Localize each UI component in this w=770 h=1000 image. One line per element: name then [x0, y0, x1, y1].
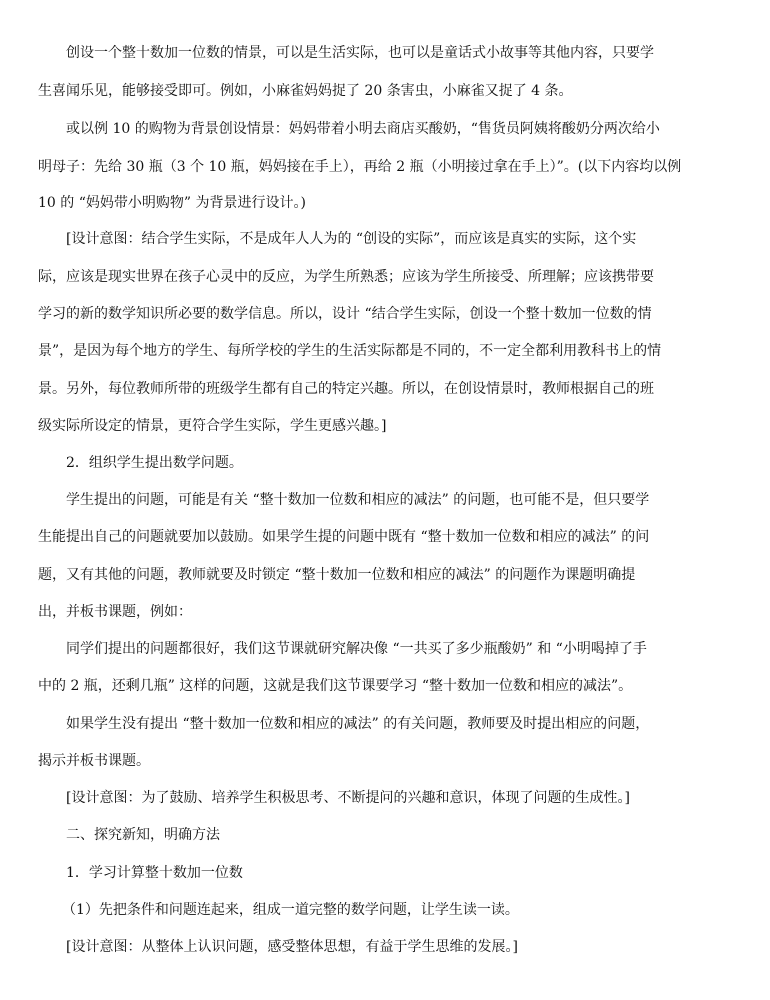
text-line: 际，应该是现实世界在孩子心灵中的反应，为学生所熟悉；应该为学生所接受、所理解；应该携带要: [38, 269, 654, 285]
text-line: 题，又有其他的问题，教师就要及时锁定 “整十数加一位数和相应的减法” 的问题作为课题明确提: [38, 567, 636, 583]
text-line: 出，并板书课题，例如：: [38, 604, 192, 620]
text-line: 如果学生没有提出 “整十数加一位数和相应的减法” 的有关问题，教师要及时提出相应的问题，: [66, 716, 650, 732]
subsection-heading: 1．学习计算整十数加一位数: [66, 865, 243, 881]
text-line: 揭示并板书课题。: [38, 753, 150, 769]
text-line: （1）先把条件和问题连起来，组成一道完整的数学问题，让学生读一读。: [62, 902, 519, 918]
text-line: 10 的 “妈妈带小明购物” 为背景进行设计。): [38, 195, 306, 211]
text-line: 明母子：先给 30 瓶（3 个 10 瓶，妈妈接在手上），再给 2 瓶（小明接过拿在手上）”。(以下内容均以例: [38, 159, 682, 175]
text-line: [设计意图：为了鼓励、培养学生积极思考、不断提问的兴趣和意识，体现了问题的生成性。]: [66, 790, 630, 806]
text-line: 2．组织学生提出数学问题。: [66, 455, 243, 471]
text-line: 景。另外，每位教师所带的班级学生都有自己的特定兴趣。所以，在创设情景时，教师根据自己的班: [38, 381, 654, 397]
text-line: 学习的新的数学知识所必要的数学信息。所以，设计 “结合学生实际，创设一个整十数加一位数的情: [38, 306, 652, 322]
section-heading: 二、探究新知，明确方法: [66, 827, 220, 843]
text-line: [设计意图：从整体上认识问题，感受整体思想，有益于学生思维的发展。]: [66, 939, 518, 955]
text-line: 级实际所设定的情景，更符合学生实际，学生更感兴趣。]: [38, 418, 387, 434]
text-line: 创设一个整十数加一位数的情景，可以是生活实际，也可以是童话式小故事等其他内容，只要学: [66, 45, 654, 61]
text-line: [设计意图：结合学生实际，不是成年人人为的 “创设的实际”，而应该是真实的实际，这个实: [66, 231, 637, 247]
text-line: 同学们提出的问题都很好，我们这节课就研究解决像 “一共买了多少瓶酸奶” 和 “小明喝掉了手: [66, 641, 647, 657]
text-line: 学生提出的问题，可能是有关 “整十数加一位数和相应的减法” 的问题，也可能不是，但只要学: [66, 492, 650, 508]
text-line: 或以例 10 的购物为背景创设情景：妈妈带着小明去商店买酸奶，“售货员阿姨将酸奶分两次给小: [66, 121, 660, 137]
text-line: 景”，是因为每个地方的学生、每所学校的学生的生活实际都是不同的，不一定全都利用教科书上的情: [38, 343, 662, 359]
text-line: 生能提出自己的问题就要加以鼓励。如果学生提的问题中既有 “整十数加一位数和相应的减法” 的问: [38, 529, 650, 545]
text-line: 中的 2 瓶，还剩几瓶” 这样的问题，这就是我们这节课要学习 “整十数加一位数和相应的减法”。: [38, 678, 633, 694]
text-line: 生喜闻乐见，能够接受即可。例如，小麻雀妈妈捉了 20 条害虫，小麻雀又捉了 4 条。: [38, 83, 573, 99]
